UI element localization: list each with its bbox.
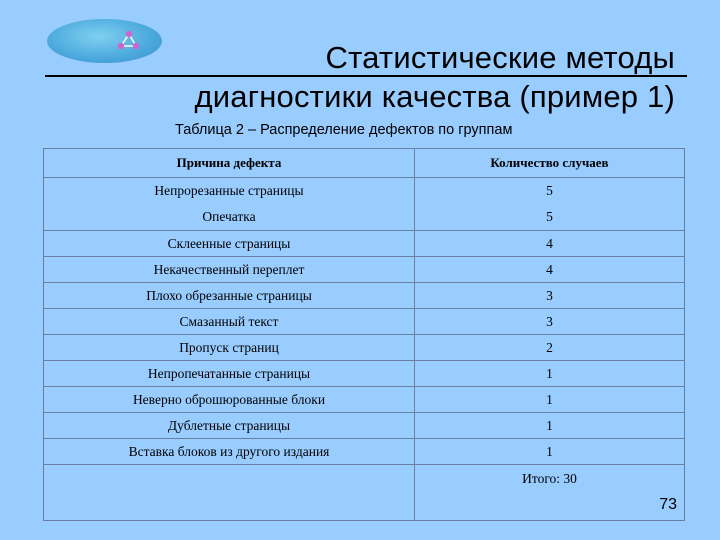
table-caption: Таблица 2 – Распределение дефектов по группам bbox=[175, 122, 513, 138]
cause-cell: Неверно оброшюрованные блоки bbox=[44, 387, 415, 413]
count-cell: 4 bbox=[415, 257, 685, 283]
table-row bbox=[44, 257, 685, 283]
table-row bbox=[44, 439, 685, 465]
table-row bbox=[44, 231, 685, 257]
cause-cell: Вставка блоков из другого издания bbox=[44, 439, 415, 465]
cause-cell bbox=[44, 178, 415, 231]
header-cause: Причина дефекта bbox=[44, 149, 415, 178]
count-cell: 4 bbox=[415, 231, 685, 257]
cause-text: Непрорезанные страницы bbox=[154, 183, 304, 198]
count-cell bbox=[415, 178, 685, 231]
page-title bbox=[75, 38, 675, 116]
header-count: Количество случаев bbox=[415, 149, 685, 178]
cause-cell: Дублетные страницы bbox=[44, 413, 415, 439]
page-number: 73 bbox=[659, 496, 677, 513]
count-cell: 1 bbox=[415, 361, 685, 387]
cause-cell: Пропуск страниц bbox=[44, 335, 415, 361]
cause-cell: Непропечатанные страницы bbox=[44, 361, 415, 387]
cause-cell: Плохо обрезанные страницы bbox=[44, 283, 415, 309]
table-row bbox=[44, 361, 685, 387]
total-cell bbox=[415, 465, 685, 521]
table-row bbox=[44, 387, 685, 413]
table-row bbox=[44, 335, 685, 361]
cause-cell: Некачественный переплет bbox=[44, 257, 415, 283]
cause-cell: Смазанный текст bbox=[44, 309, 415, 335]
table-row bbox=[44, 283, 685, 309]
count-cell: 1 bbox=[415, 387, 685, 413]
empty-cell bbox=[44, 465, 415, 521]
title-line-2: диагностики качества (пример 1) bbox=[194, 79, 675, 114]
count-text: 5 bbox=[546, 209, 553, 224]
cause-text: Опечатка bbox=[202, 209, 256, 224]
count-cell: 3 bbox=[415, 309, 685, 335]
count-cell: 1 bbox=[415, 413, 685, 439]
title-divider bbox=[45, 75, 687, 77]
table-row bbox=[44, 178, 685, 231]
title-line-1: Статистические методы bbox=[325, 40, 675, 75]
cause-cell: Склеенные страницы bbox=[44, 231, 415, 257]
table-total-row bbox=[44, 465, 685, 521]
table-header-row bbox=[44, 149, 685, 178]
count-cell: 2 bbox=[415, 335, 685, 361]
table-row bbox=[44, 413, 685, 439]
defects-table bbox=[43, 148, 685, 521]
count-cell: 3 bbox=[415, 283, 685, 309]
count-text: 5 bbox=[546, 183, 553, 198]
total-text: Итого: 30 bbox=[522, 471, 577, 486]
count-cell: 1 bbox=[415, 439, 685, 465]
table-row bbox=[44, 309, 685, 335]
